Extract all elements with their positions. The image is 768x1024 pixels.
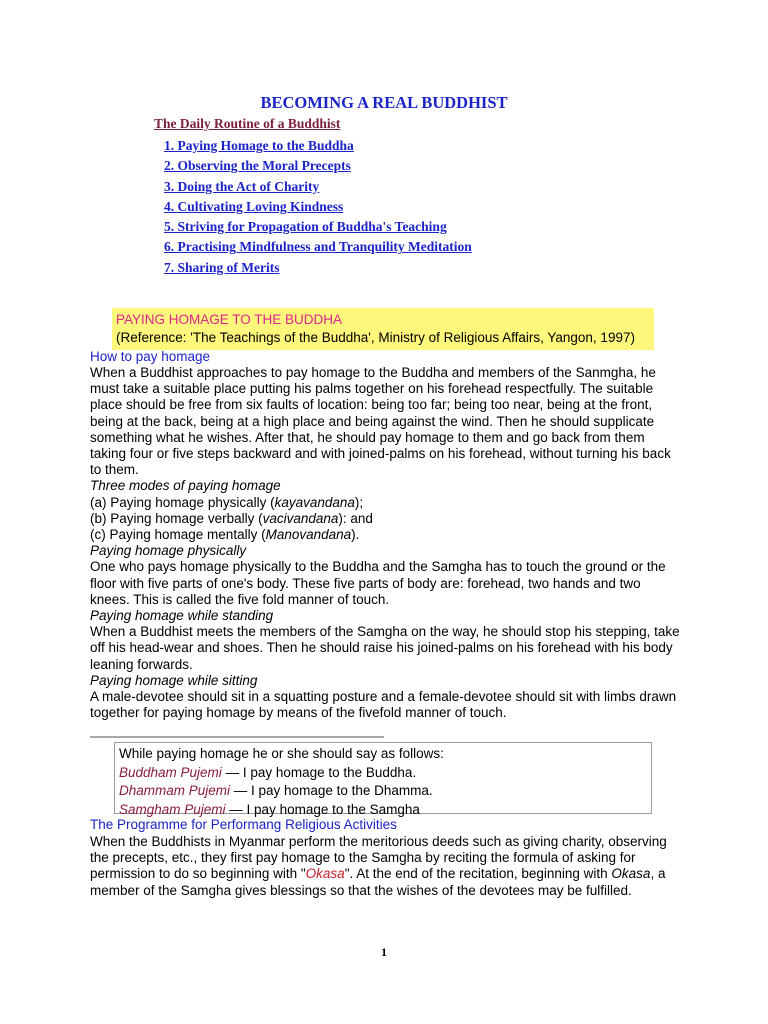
heading-sitting: Paying homage while sitting xyxy=(90,672,258,688)
paragraph-programme: When the Buddhists in Myanmar perform the meritorious deeds such as giving charity, observing the precepts, etc., they first pay homage to the Samgha by reciting the formula of asking for permission to do so beginning with "Okasa". At the end of the recitation, beginning with Okasa, a member of the Samgha gives blessings so that the wishes of the devotees may be fulfilled. xyxy=(90,834,667,898)
toc-item[interactable] xyxy=(164,156,472,176)
table-of-contents xyxy=(164,136,472,278)
heading-standing: Paying homage while standing xyxy=(90,608,274,624)
toc-item[interactable] xyxy=(164,237,472,257)
heading-how-to-pay-homage: How to pay homage xyxy=(90,349,211,364)
toc-item[interactable] xyxy=(164,136,472,156)
heading-programme: The Programme for Performang Religious Activities xyxy=(90,817,397,832)
recitation-intro: While paying homage he or she should say as follows: xyxy=(119,746,444,761)
reference-note: (Reference: 'The Teachings of the Buddha', Ministry of Religious Affairs, Yangon, 1997) xyxy=(116,330,635,345)
recitation-box xyxy=(114,742,652,817)
heading-three-modes: Three modes of paying homage xyxy=(90,478,281,494)
mode-item: (c) Paying homage mentally (Manovandana). xyxy=(90,527,360,543)
toc-link-propagation[interactable]: 5. Striving for Propagation of Buddha's Teaching xyxy=(164,219,447,235)
toc-item[interactable] xyxy=(164,258,472,278)
body-content xyxy=(90,365,680,721)
paragraph-sitting: A male-devotee should sit in a squatting posture and a female-devotee should sit with limbs drawn together for paying homage by means of the fivefold manner of touch. xyxy=(90,689,677,721)
programme-body xyxy=(90,834,680,899)
toc-link-paying-homage[interactable]: 1. Paying Homage to the Buddha xyxy=(164,138,354,153)
toc-item[interactable] xyxy=(164,197,472,217)
heading-physically: Paying homage physically xyxy=(90,543,247,559)
document-title: BECOMING A REAL BUDDHIST xyxy=(260,93,508,112)
paragraph-physically: One who pays homage physically to the Buddha and the Samgha has to touch the ground or the floor with five parts of one's body. These five parts of body are: forehead, two hands and two knees. This is called the five fold manner of touch. xyxy=(90,559,666,607)
toc-item[interactable] xyxy=(164,177,472,197)
recitation-line: Buddham Pujemi — I pay homage to the Buddha. xyxy=(119,764,417,780)
toc-link-moral-precepts[interactable]: 2. Observing the Moral Precepts xyxy=(164,158,351,174)
recitation-line: Dhammam Pujemi — I pay homage to the Dhamma. xyxy=(119,783,433,798)
paragraph-how-to: When a Buddhist approaches to pay homage to the Buddha and members of the Sanmgha, he must take a suitable place putting his palms together on his forehead respectfully. The suitable place should be free from six faults of location: being too far; being too near, being at the front, being at the back, being at a high place and being against the wind. Then he should supplicate something what he wishes. After that, he should pay homage to them and go back from them taking four or five steps backward and with joined-palms on his forehead, without turning his back to them. xyxy=(90,365,671,478)
mode-item: (a) Paying homage physically (kayavandana); xyxy=(90,494,364,510)
mode-item: (b) Paying homage verbally (vacivandana): and xyxy=(90,510,373,526)
page-number: 1 xyxy=(381,945,387,959)
recitation-line: Samgham Pujemi — I pay homage to the Samgha xyxy=(119,801,420,817)
toc-link-meditation[interactable]: 6. Practising Mindfulness and Tranquility Meditation xyxy=(164,239,472,255)
routine-heading: The Daily Routine of a Buddhist xyxy=(154,116,341,131)
separator-line xyxy=(90,736,384,738)
toc-item[interactable] xyxy=(164,217,472,237)
toc-link-sharing-merits[interactable]: 7. Sharing of Merits xyxy=(164,259,280,275)
paragraph-standing: When a Buddhist meets the members of the Samgha on the way, he should stop his stepping, take off his head-wear and shoes. Then he should raise his joined-palms on his forehead with his body leaning forwards. xyxy=(90,624,680,672)
toc-link-charity[interactable]: 3. Doing the Act of Charity xyxy=(164,178,320,194)
section-title-paying-homage: PAYING HOMAGE TO THE BUDDHA xyxy=(116,312,343,327)
toc-link-loving-kindness[interactable]: 4. Cultivating Loving Kindness xyxy=(164,198,344,214)
